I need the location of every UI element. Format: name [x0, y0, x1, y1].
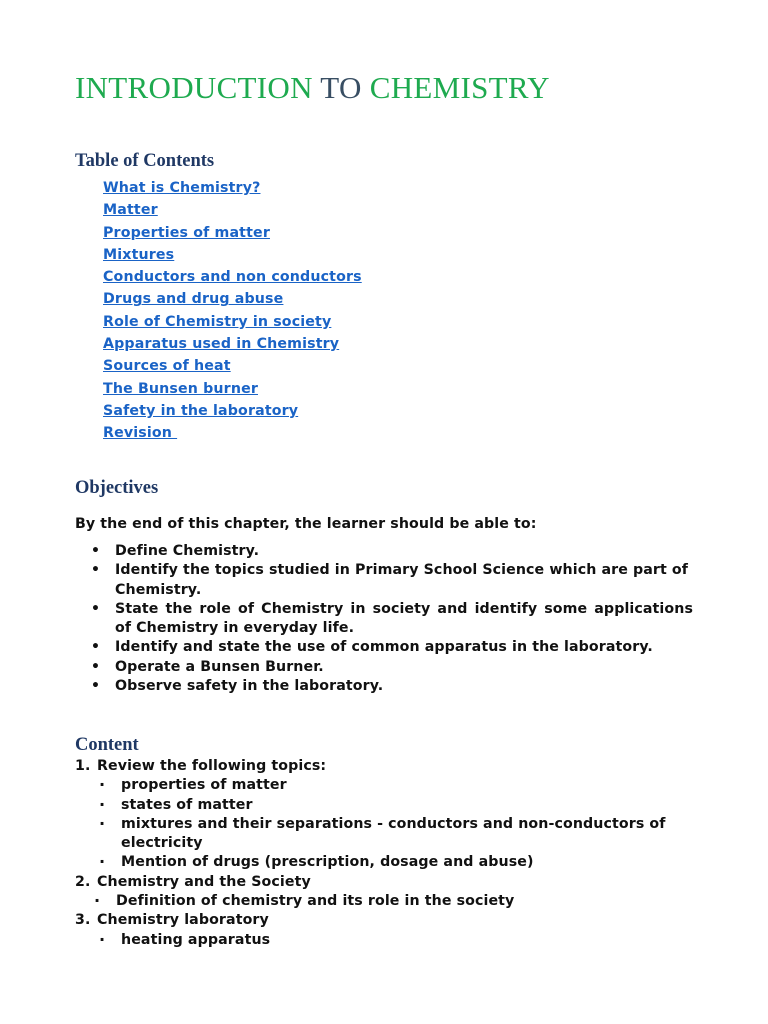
toc-item — [103, 222, 362, 244]
toc-item — [103, 378, 362, 400]
toc-link-what-is-chemistry[interactable]: What is Chemistry? — [103, 180, 261, 196]
toc-link-revision[interactable]: Revision — [103, 425, 178, 442]
content-item-text: Chemistry and the Society — [97, 873, 311, 890]
toc-link-sources-of-heat[interactable]: Sources of heat — [103, 358, 231, 375]
title-part-chemistry: CHEMISTRY — [369, 70, 550, 105]
content-list — [75, 757, 695, 950]
content-bullet-item: · states of matter — [75, 796, 695, 815]
toc-link-bunsen-burner[interactable]: The Bunsen burner — [103, 380, 258, 397]
document-title — [75, 68, 550, 108]
toc-link-matter[interactable]: Matter — [103, 202, 158, 219]
content-number: 2. — [75, 873, 91, 890]
toc-link-conductors[interactable]: Conductors and non conductors — [103, 269, 362, 286]
toc-item — [103, 311, 362, 333]
content-number: 1. — [75, 758, 91, 774]
title-part-introduction: INTRODUCTION — [75, 70, 313, 105]
toc-item — [103, 400, 362, 422]
toc-link-properties-of-matter[interactable]: Properties of matter — [103, 224, 270, 241]
toc-item — [103, 199, 362, 221]
objectives-list — [75, 542, 693, 696]
objectives-heading: Objectives — [75, 478, 159, 498]
toc-heading: Table of Contents — [75, 151, 215, 171]
toc-item — [103, 244, 362, 266]
table-of-contents — [103, 177, 362, 445]
toc-item — [103, 266, 362, 288]
toc-link-role-of-chemistry[interactable]: Role of Chemistry in society — [103, 313, 332, 330]
content-bullet-item: · properties of matter — [75, 776, 695, 795]
content-bullet-item: · mixtures and their separations - conductors and non-conductors of electricity — [75, 815, 695, 854]
objective-item: • State the role of Chemistry in society and identify some applications of Chemistry in everyday life. — [75, 600, 693, 639]
toc-link-safety[interactable]: Safety in the laboratory — [103, 402, 299, 419]
toc-link-drugs[interactable]: Drugs and drug abuse — [103, 291, 284, 308]
objective-item: • Identify and state the use of common apparatus in the laboratory. — [75, 638, 693, 657]
toc-link-mixtures[interactable]: Mixtures — [103, 246, 175, 263]
objective-item: • Operate a Bunsen Burner. — [75, 658, 693, 677]
objective-item: • Observe safety in the laboratory. — [75, 677, 693, 696]
title-part-to: TO — [320, 70, 362, 105]
objective-item: • Define Chemistry. — [75, 542, 693, 561]
content-bullet-item: · Mention of drugs (prescription, dosage and abuse) — [75, 853, 695, 872]
content-numbered-item — [75, 873, 695, 892]
content-item-text: Chemistry laboratory — [97, 912, 269, 929]
toc-item — [103, 355, 362, 377]
toc-item — [103, 333, 362, 355]
objective-item: • Identify the topics studied in Primary School Science which are part of Chemistry. — [75, 561, 693, 600]
objectives-lead: By the end of this chapter, the learner should be able to: — [75, 516, 537, 532]
toc-item — [103, 422, 362, 444]
content-heading: Content — [75, 735, 139, 755]
toc-item — [103, 288, 362, 310]
content-numbered-item — [75, 757, 695, 776]
toc-item — [103, 177, 362, 199]
content-bullet-item: · Definition of chemistry and its role in the society — [75, 892, 695, 911]
content-number: 3. — [75, 912, 91, 929]
content-item-text: Review the following topics: — [97, 758, 327, 774]
content-numbered-item — [75, 911, 695, 930]
content-bullet-item: · heating apparatus — [75, 931, 695, 950]
toc-link-apparatus[interactable]: Apparatus used in Chemistry — [103, 336, 340, 353]
